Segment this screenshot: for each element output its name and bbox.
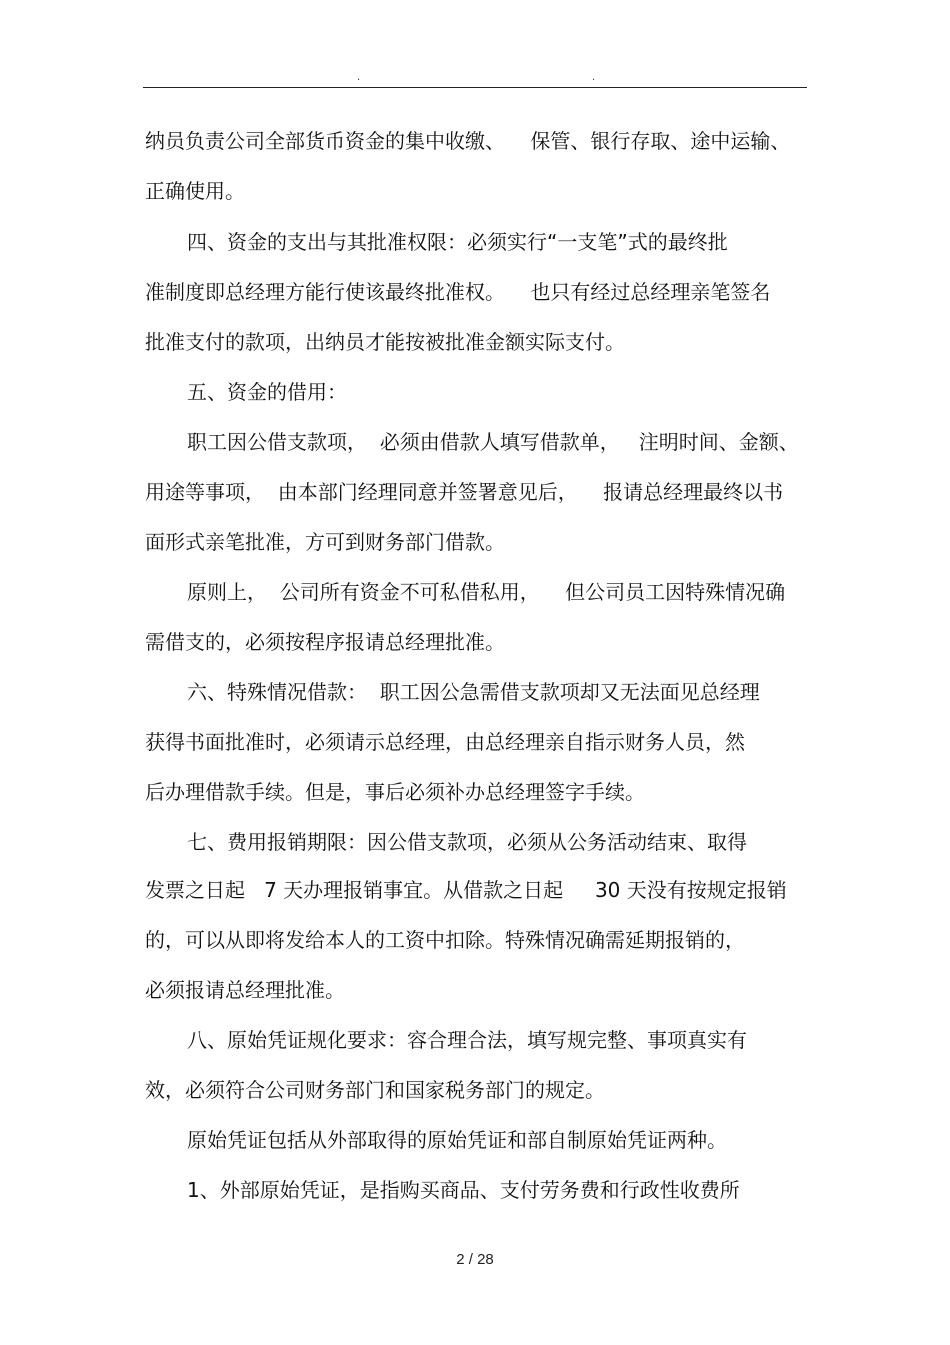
body-line: 五、资金的借用：	[187, 380, 347, 404]
body-line: 后办理借款手续。但是，事后必须补办总经理签字手续。	[145, 780, 645, 804]
body-line: 需借支的，必须按程序报请总经理批准。	[145, 630, 505, 654]
body-line: 的，可以从即将发给本人的工资中扣除。特殊情况确需延期报销的，	[145, 928, 745, 952]
body-line: 批准支付的款项，出纳员才能按被批准金额实际支付。	[145, 330, 625, 354]
header-rule	[143, 87, 807, 88]
header-dot-right: .	[592, 72, 596, 83]
body-line: 七、费用报销期限：因公借支款项，必须从公务活动结束、取得	[187, 830, 747, 854]
body-line: 获得书面批准时，必须请示总经理，由总经理亲自指示财务人员，然	[145, 730, 745, 754]
body-line: 效，必须符合公司财务部门和国家税务部门的规定。	[145, 1078, 605, 1102]
header-dot-left: .	[357, 72, 361, 83]
body-line: 发票之日起 7 天办理报销事宜。从借款之日起 30 天没有按规定报销	[145, 878, 787, 902]
body-line: 必须报请总经理批准。	[145, 978, 345, 1002]
body-line: 1、外部原始凭证，是指购买商品、支付劳务费和行政性收费所	[187, 1178, 740, 1202]
body-line: 职工因公借支款项， 必须由借款人填写借款单， 注明时间、金额、	[187, 430, 799, 454]
body-line: 纳员负责公司全部货币资金的集中收缴、 保管、银行存取、途中运输、	[145, 129, 791, 153]
page-header	[0, 72, 950, 86]
body-line: 八、原始凭证规化要求：容合理合法，填写规完整、事项真实有	[187, 1028, 747, 1052]
body-line: 四、资金的支出与其批准权限：必须实行“一支笔”式的最终批	[187, 230, 728, 254]
page-number: 2 / 28	[456, 1251, 494, 1268]
body-line: 六、特殊情况借款： 职工因公急需借支款项却又无法面见总经理	[187, 680, 760, 704]
body-line: 正确使用。	[145, 179, 245, 203]
body-line: 面形式亲笔批准，方可到财务部门借款。	[145, 530, 505, 554]
body-line: 准制度即总经理方能行使该最终批准权。 也只有经过总经理亲笔签名	[145, 280, 771, 304]
body-line: 原始凭证包括从外部取得的原始凭证和部自制原始凭证两种。	[187, 1128, 727, 1152]
body-line: 用途等事项， 由本部门经理同意并签署意见后， 报请总经理最终以书	[145, 480, 784, 504]
body-line: 原则上， 公司所有资金不可私借私用， 但公司员工因特殊情况确	[187, 580, 786, 604]
